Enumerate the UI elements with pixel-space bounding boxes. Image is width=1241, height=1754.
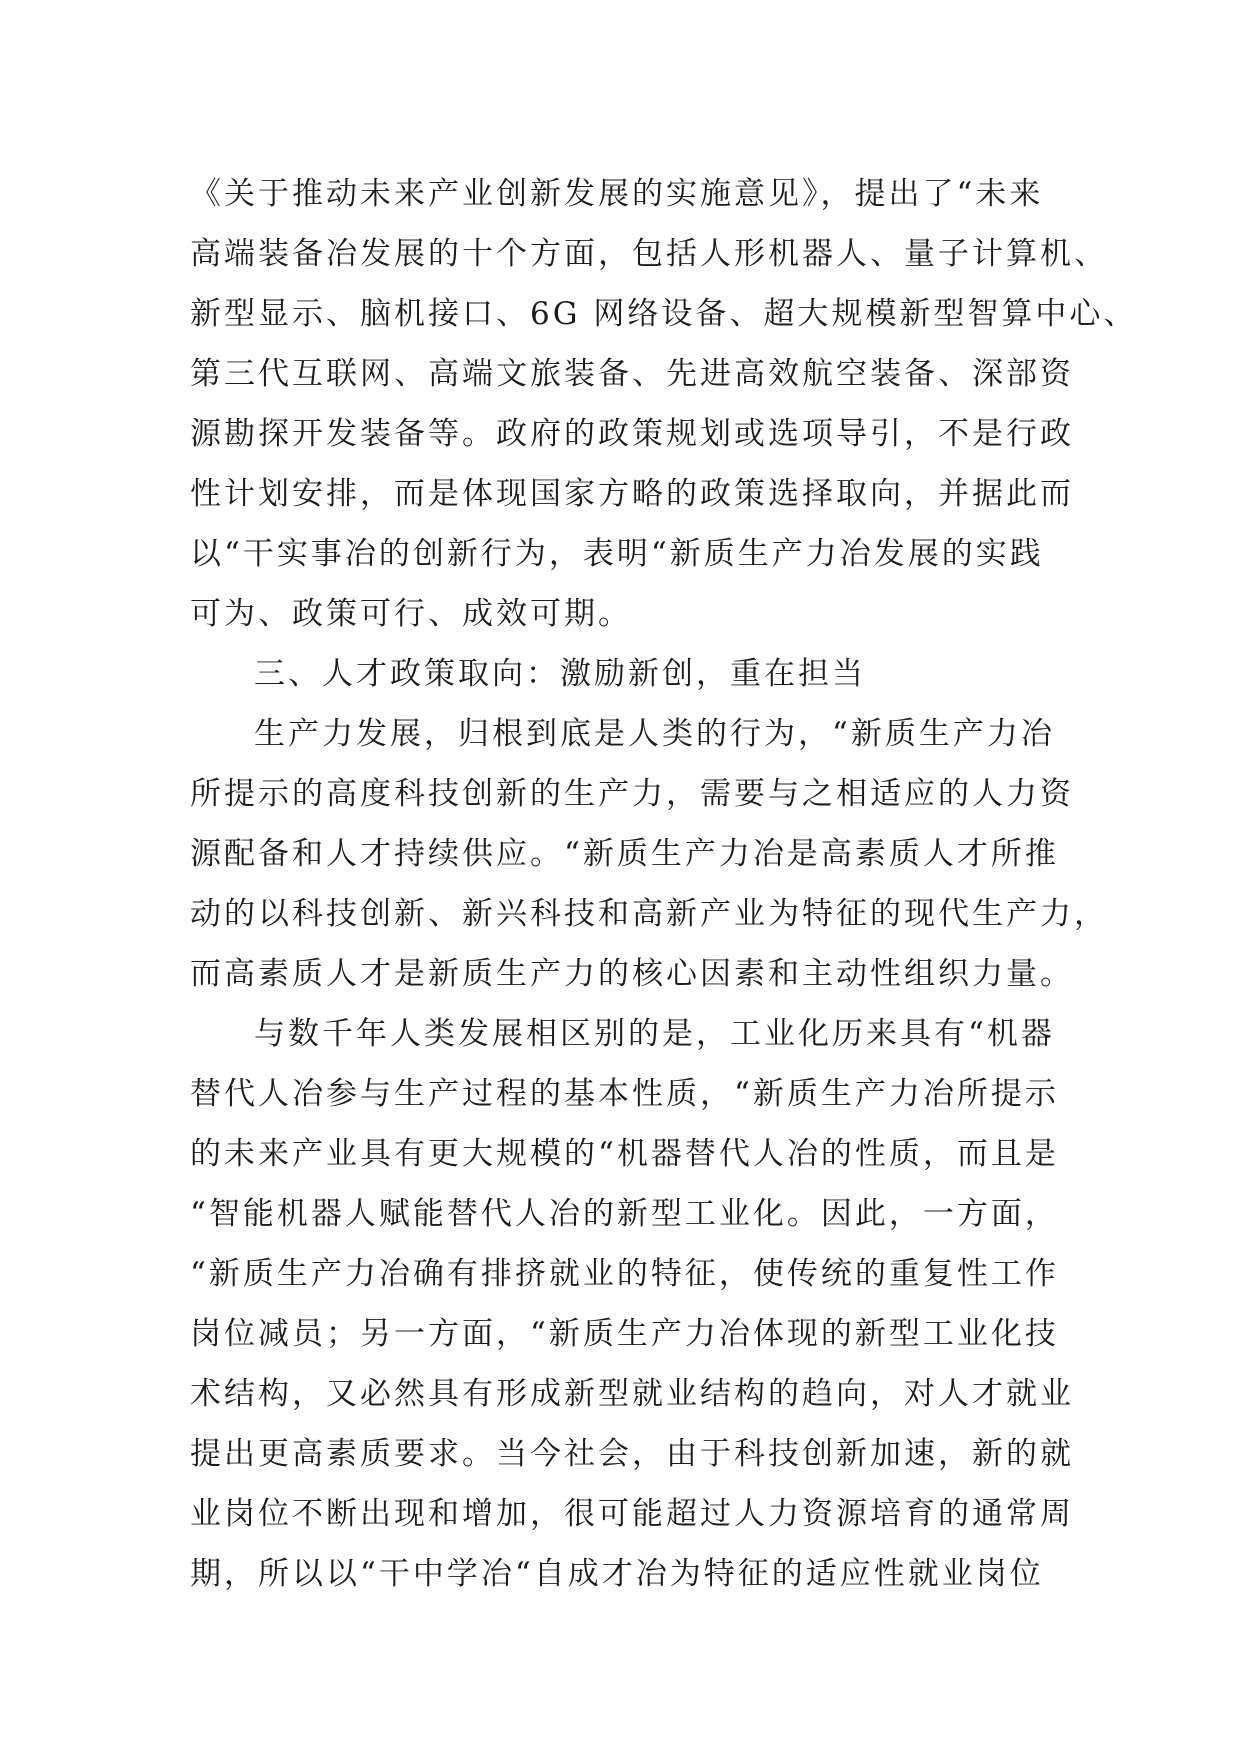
text-line: 源勘探开发装备等。政府的政策规划或选项导引，不是行政 [190,416,1074,452]
text-line: 第三代互联网、高端文旅装备、先进高效航空装备、深部资 [190,356,1074,392]
text-line: 提出更高素质要求。当今社会，由于科技创新加速，新的就 [190,1436,1074,1472]
text-line: 新型显示、脑机接口、6G 网络设备、超大规模新型智算中心、 [190,296,1138,332]
text-line: 源配备和人才持续供应。“新质生产力冶是高素质人才所推 [190,836,1059,872]
text-line: 可为、政策可行、成效可期。 [190,596,632,632]
paragraph-first-line: 三、人才政策取向：激励新创，重在担当 [254,656,866,692]
text-line: 动的以科技创新、新兴科技和高新产业为特征的现代生产力， [190,896,1108,932]
body-text [190,164,1138,1604]
text-line: 而高素质人才是新质生产力的核心因素和主动性组织力量。 [190,956,1074,992]
text-line: 业岗位不断出现和增加，很可能超过人力资源培育的通常周 [190,1496,1074,1532]
text-line: “新质生产力冶确有排挤就业的特征，使传统的重复性工作 [190,1256,1059,1292]
text-line: “智能机器人赋能替代人冶的新型工业化。因此，一方面， [190,1196,1059,1232]
paragraph-first-line: 与数千年人类发展相区别的是，工业化历来具有“机器 [254,1016,1055,1052]
text-line: 的未来产业具有更大规模的“机器替代人冶的性质，而且是 [190,1136,1059,1172]
text-line: 性计划安排，而是体现国家方略的政策选择取向，并据此而 [190,476,1074,512]
text-line: 岗位减员；另一方面，“新质生产力冶体现的新型工业化技 [190,1316,1059,1352]
text-line: 高端装备冶发展的十个方面，包括人形机器人、量子计算机、 [190,236,1108,272]
paragraph-first-line: 生产力发展，归根到底是人类的行为，“新质生产力冶 [254,716,1055,752]
text-line: 术结构，又必然具有形成新型就业结构的趋向，对人才就业 [190,1376,1074,1412]
text-line: 所提示的高度科技创新的生产力，需要与之相适应的人力资 [190,776,1074,812]
text-line: 替代人冶参与生产过程的基本性质，“新质生产力冶所提示 [190,1076,1059,1112]
text-line: 以“干实事冶的创新行为，表明“新质生产力冶发展的实践 [190,536,1044,572]
text-line: 《关于推动未来产业创新发展的实施意见》，提出了“未来 [190,176,1044,212]
text-line: 期，所以以“干中学冶“自成才冶为特征的适应性就业岗位 [190,1556,1044,1592]
